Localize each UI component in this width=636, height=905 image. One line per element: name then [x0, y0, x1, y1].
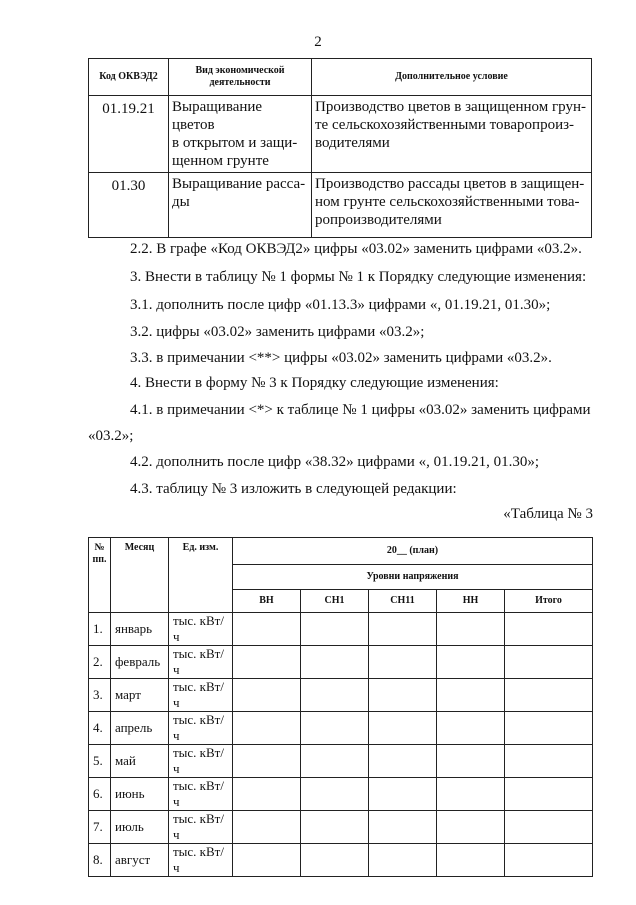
okved-table [88, 58, 592, 238]
header-levels: Уровни напряжения [233, 565, 593, 590]
row-unit: тыс. кВт/ч [169, 712, 233, 745]
value-cell [437, 745, 505, 778]
row-month: апрель [111, 712, 169, 745]
paragraph-4-1: 4.1. в примечании <*> к таблице № 1 цифры «03.02» заменить цифрами [130, 402, 591, 418]
okved-code: 01.30 [89, 173, 169, 238]
table-caption: «Таблица № 3 [503, 506, 593, 522]
condition-cell [312, 173, 592, 238]
row-unit: тыс. кВт/ч [169, 811, 233, 844]
value-cell [301, 613, 369, 646]
monthly-plan-table [88, 537, 593, 877]
table-row [89, 778, 593, 811]
value-cell [369, 844, 437, 877]
condition-line: Производство цветов в защищенном грун- [315, 99, 586, 115]
row-unit: тыс. кВт/ч [169, 844, 233, 877]
value-cell [301, 811, 369, 844]
paragraph-3-2: 3.2. цифры «03.02» заменить цифрами «03.2»; [130, 324, 425, 340]
activity-line: ды [172, 194, 190, 210]
value-cell [505, 778, 593, 811]
value-cell [233, 712, 301, 745]
row-number: 7. [89, 811, 111, 844]
header-sn11: СН11 [369, 590, 437, 613]
row-unit: тыс. кВт/ч [169, 745, 233, 778]
value-cell [437, 844, 505, 877]
value-cell [301, 778, 369, 811]
value-cell [505, 745, 593, 778]
row-month: февраль [111, 646, 169, 679]
value-cell [369, 646, 437, 679]
row-number: 4. [89, 712, 111, 745]
value-cell [369, 745, 437, 778]
activity-line: в открытом и защи- [172, 135, 298, 151]
activity-line: Выращивание расса- [172, 176, 306, 192]
table-row [89, 811, 593, 844]
activity-cell [169, 96, 312, 173]
activity-line: щенном грунте [172, 153, 269, 169]
value-cell [301, 679, 369, 712]
value-cell [437, 613, 505, 646]
value-cell [233, 844, 301, 877]
okved-code: 01.19.21 [89, 96, 169, 173]
header-num: № пп. [89, 538, 111, 613]
paragraph-3-1: 3.1. дополнить после цифр «01.13.3» цифрами «, 01.19.21, 01.30»; [130, 297, 551, 313]
value-cell [301, 712, 369, 745]
value-cell [233, 613, 301, 646]
header-month: Месяц [111, 538, 169, 613]
row-number: 5. [89, 745, 111, 778]
row-unit: тыс. кВт/ч [169, 613, 233, 646]
table-row [89, 173, 592, 238]
value-cell [233, 811, 301, 844]
table-row [89, 96, 592, 173]
row-month: январь [111, 613, 169, 646]
row-month: июнь [111, 778, 169, 811]
value-cell [233, 778, 301, 811]
paragraph-4: 4. Внести в форму № 3 к Порядку следующие изменения: [130, 375, 499, 391]
table-row [89, 844, 593, 877]
row-month: август [111, 844, 169, 877]
paragraph-2-2: 2.2. В графе «Код ОКВЭД2» цифры «03.02» заменить цифрами «03.2». [130, 241, 582, 257]
row-number: 3. [89, 679, 111, 712]
header-sn1: СН1 [301, 590, 369, 613]
table-row [89, 712, 593, 745]
value-cell [369, 613, 437, 646]
value-cell [505, 811, 593, 844]
row-unit: тыс. кВт/ч [169, 679, 233, 712]
header-vn: ВН [233, 590, 301, 613]
value-cell [233, 745, 301, 778]
value-cell [505, 844, 593, 877]
header-total: Итого [505, 590, 593, 613]
value-cell [437, 811, 505, 844]
value-cell [369, 679, 437, 712]
paragraph-4-3: 4.3. таблицу № 3 изложить в следующей редакции: [130, 481, 457, 497]
header-activity: Вид экономической деятельности [169, 59, 312, 96]
plan-header-row [89, 538, 593, 565]
header-code: Код ОКВЭД2 [89, 59, 169, 96]
table-row [89, 646, 593, 679]
condition-line: ропроизводителями [315, 212, 442, 228]
table-row [89, 745, 593, 778]
table-row [89, 613, 593, 646]
okved-table-header [89, 59, 592, 96]
row-number: 6. [89, 778, 111, 811]
header-condition: Дополнительное условие [312, 59, 592, 96]
condition-cell [312, 96, 592, 173]
row-month: март [111, 679, 169, 712]
header-period: 20__ (план) [233, 538, 593, 565]
value-cell [233, 646, 301, 679]
page-number: 2 [314, 34, 322, 50]
activity-cell [169, 173, 312, 238]
value-cell [301, 646, 369, 679]
table-row [89, 679, 593, 712]
paragraph-3-3: 3.3. в примечании <**> цифры «03.02» заменить цифрами «03.2». [130, 350, 552, 366]
condition-line: ном грунте сельскохозяйственными това- [315, 194, 580, 210]
value-cell [369, 778, 437, 811]
value-cell [505, 613, 593, 646]
value-cell [301, 745, 369, 778]
value-cell [437, 712, 505, 745]
row-unit: тыс. кВт/ч [169, 646, 233, 679]
value-cell [505, 679, 593, 712]
value-cell [505, 646, 593, 679]
value-cell [301, 844, 369, 877]
row-number: 2. [89, 646, 111, 679]
paragraph-3: 3. Внести в таблицу № 1 формы № 1 к Порядку следующие изменения: [130, 269, 587, 285]
value-cell [437, 646, 505, 679]
value-cell [505, 712, 593, 745]
condition-line: водителями [315, 135, 390, 151]
activity-line: Выращивание цветов [172, 99, 263, 133]
value-cell [437, 778, 505, 811]
condition-line: Производство рассады цветов в защищен- [315, 176, 585, 192]
value-cell [369, 811, 437, 844]
value-cell [437, 679, 505, 712]
row-number: 8. [89, 844, 111, 877]
value-cell [233, 679, 301, 712]
paragraph-4-1-cont: «03.2»; [88, 428, 134, 444]
row-unit: тыс. кВт/ч [169, 778, 233, 811]
header-nn: НН [437, 590, 505, 613]
row-month: июль [111, 811, 169, 844]
header-unit: Ед. изм. [169, 538, 233, 613]
condition-line: те сельскохозяйственными товаропроиз- [315, 117, 575, 133]
value-cell [369, 712, 437, 745]
row-number: 1. [89, 613, 111, 646]
paragraph-4-2: 4.2. дополнить после цифр «38.32» цифрами «, 01.19.21, 01.30»; [130, 454, 539, 470]
row-month: май [111, 745, 169, 778]
